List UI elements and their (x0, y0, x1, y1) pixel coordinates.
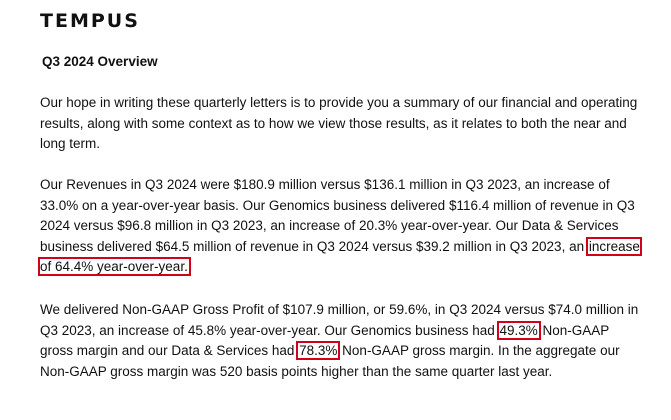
genomics-margin-highlight: 49.3% (499, 322, 538, 338)
gross-profit-text-3: Non-GAAP gross margin. In the aggregate our Non-GAAP gross margin was 520 basis points higher than the same quarter last year. (40, 343, 620, 379)
gross-profit-paragraph (40, 300, 640, 382)
revenue-text: Our Revenues in Q3 2024 were $180.9 million versus $136.1 million in Q3 2023, an increase of 33.0% on a year-over-year basis. Our Genomics business delivered $116.4 million of revenue in Q3 2024 versus $96.8 million in Q3 2023, an increase of 20.3% year-over-year. Our Data & Services business delivered $64.5 million of revenue in Q3 2024 versus $39.2 million in Q3 2023, an (40, 177, 635, 254)
gross-profit-text-2: Non-GAAP gross margin and our Data & Services had (40, 322, 610, 358)
intro-paragraph: Our hope in writing these quarterly letters is to provide you a summary of our financial and operating results, along with some context as to how we view those results, as it relates to both the near and long term. (40, 95, 638, 151)
data-services-margin-highlight: 78.3% (299, 343, 338, 358)
section-heading: Q3 2024 Overview (42, 54, 158, 69)
tempus-logo: TEMPUS (40, 10, 140, 32)
revenue-growth-highlight: increase of 64.4% year-over-year. (40, 238, 640, 274)
gross-profit-text: We delivered Non-GAAP Gross Profit of $107.9 million, or 59.6%, in Q3 2024 versus $74.0 million in Q3 2023, an increase of 45.8% year-over-year. Our Genomics business had (40, 302, 639, 338)
revenue-paragraph (40, 175, 640, 278)
